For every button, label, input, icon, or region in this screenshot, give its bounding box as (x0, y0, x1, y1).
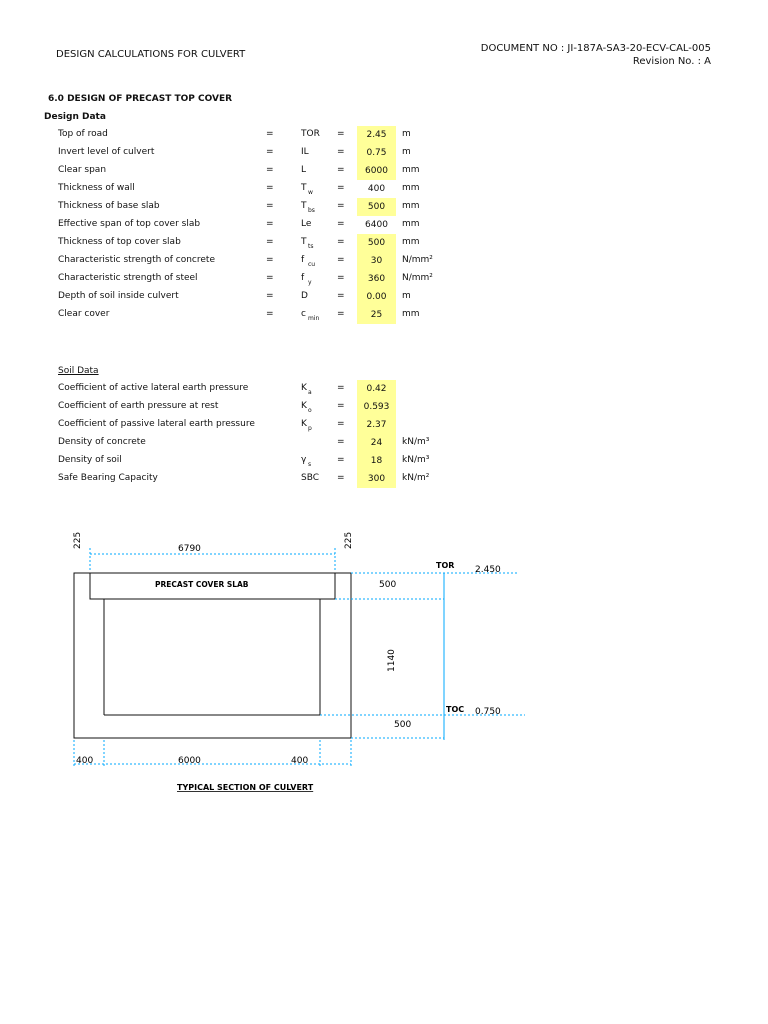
tor-label: TOR (436, 561, 455, 570)
culvert-outline (74, 573, 351, 738)
row-label: Coefficient of active lateral earth pressure (58, 383, 249, 393)
row-value: 500 (357, 198, 396, 216)
row-label: Characteristic strength of steel (58, 273, 198, 283)
row-value: 18 (357, 452, 396, 470)
row-unit: kN/m³ (402, 455, 430, 465)
row-unit: N/mm² (402, 255, 433, 265)
dim-1140: 1140 (387, 649, 397, 672)
equals-sign: = (266, 309, 274, 319)
toc-value: 0.750 (475, 707, 501, 717)
equals-sign: = (266, 147, 274, 157)
dim-500-bottom: 500 (394, 720, 412, 730)
row-symbol: c (301, 309, 306, 319)
dim-500-top: 500 (379, 580, 397, 590)
row-label: Effective span of top cover slab (58, 219, 201, 229)
row-symbol: T (301, 183, 307, 193)
row-unit: mm (402, 165, 420, 175)
row-unit: kN/m² (402, 473, 430, 483)
toc-label: TOC (446, 705, 465, 714)
equals-sign: = (266, 183, 274, 193)
row-value: 360 (357, 270, 396, 288)
row-value: 2.37 (357, 416, 396, 434)
equals-sign: = (337, 183, 345, 193)
row-symbol-subscript: w (308, 189, 313, 196)
row-unit: mm (402, 183, 420, 193)
row-symbol-subscript: s (308, 461, 312, 468)
equals-sign: = (266, 273, 274, 283)
document-number: DOCUMENT NO : JI-187A-SA3-20-ECV-CAL-005 (480, 43, 711, 54)
row-symbol-subscript: bs (308, 207, 315, 214)
equals-sign: = (337, 273, 345, 283)
section-title: 6.0 DESIGN OF PRECAST TOP COVER (48, 94, 233, 104)
row-label: Density of concrete (58, 437, 146, 447)
row-value: 2.45 (357, 126, 396, 144)
row-unit: mm (402, 201, 420, 211)
equals-sign: = (337, 291, 345, 301)
row-symbol-subscript: a (308, 389, 312, 396)
equals-sign: = (266, 255, 274, 265)
row-symbol: D (301, 291, 308, 301)
row-symbol: K (301, 383, 307, 393)
row-value: 6400 (365, 220, 388, 230)
row-symbol: TOR (301, 129, 320, 139)
equals-sign: = (337, 419, 345, 429)
soil-data-heading: Soil Data (58, 366, 99, 376)
slab-label: PRECAST COVER SLAB (155, 580, 249, 589)
row-label: Coefficient of passive lateral earth pressure (58, 419, 255, 429)
row-label: Clear cover (58, 309, 110, 319)
row-value: 0.42 (357, 380, 396, 398)
row-symbol: L (301, 165, 307, 175)
row-unit: N/mm² (402, 273, 433, 283)
row-label: Invert level of culvert (58, 147, 155, 157)
dim-400-left: 400 (76, 756, 94, 766)
row-label: Safe Bearing Capacity (58, 473, 158, 483)
equals-sign: = (337, 437, 345, 447)
row-label: Top of road (58, 129, 108, 139)
row-unit: m (402, 129, 411, 139)
row-symbol: γ (301, 455, 307, 465)
row-value: 0.00 (357, 288, 396, 306)
design-data-heading: Design Data (44, 112, 106, 122)
row-unit: mm (402, 309, 420, 319)
row-symbol: IL (301, 147, 309, 157)
equals-sign: = (337, 237, 345, 247)
row-symbol: f (301, 255, 305, 265)
dim-6790: 6790 (178, 544, 201, 554)
row-unit: kN/m³ (402, 437, 430, 447)
equals-sign: = (337, 401, 345, 411)
row-value: 400 (367, 184, 386, 194)
row-value: 30 (357, 252, 396, 270)
equals-sign: = (266, 219, 274, 229)
row-label: Clear span (58, 165, 107, 175)
row-symbol-subscript: p (308, 425, 312, 432)
equals-sign: = (337, 473, 345, 483)
row-unit: m (402, 147, 411, 157)
equals-sign: = (337, 309, 345, 319)
equals-sign: = (266, 291, 274, 301)
equals-sign: = (337, 129, 345, 139)
equals-sign: = (337, 255, 345, 265)
row-label: Thickness of top cover slab (58, 237, 181, 247)
drawing-caption: TYPICAL SECTION OF CULVERT (177, 783, 314, 792)
equals-sign: = (337, 383, 345, 393)
row-label: Thickness of wall (58, 183, 135, 193)
equals-sign: = (266, 201, 274, 211)
row-label: Thickness of base slab (58, 201, 160, 211)
equals-sign: = (337, 147, 345, 157)
dim-6000: 6000 (178, 756, 201, 766)
equals-sign: = (266, 129, 274, 139)
row-symbol-subscript: min (308, 315, 320, 322)
row-label: Depth of soil inside culvert (58, 291, 179, 301)
dim-225-left: 225 (73, 531, 83, 549)
equals-sign: = (266, 237, 274, 247)
equals-sign: = (266, 165, 274, 175)
row-symbol: K (301, 401, 307, 411)
dim-225-right: 225 (344, 531, 354, 549)
revision-number: Revision No. : A (632, 56, 711, 67)
row-symbol: f (301, 273, 305, 283)
row-symbol: K (301, 419, 307, 429)
row-unit: m (402, 291, 411, 301)
equals-sign: = (337, 201, 345, 211)
row-value: 25 (357, 306, 396, 324)
row-symbol-subscript: ts (308, 243, 314, 250)
row-value: 6000 (357, 162, 396, 180)
row-value: 0.593 (357, 398, 396, 416)
equals-sign: = (337, 219, 345, 229)
row-symbol: T (301, 201, 307, 211)
row-symbol: T (301, 237, 307, 247)
row-symbol-subscript: cu (308, 261, 316, 268)
row-unit: mm (402, 237, 420, 247)
row-value: 500 (357, 234, 396, 252)
tor-value: 2.450 (475, 565, 501, 575)
row-label: Characteristic strength of concrete (58, 255, 215, 265)
dim-400-right: 400 (291, 756, 309, 766)
row-label: Density of soil (58, 455, 122, 465)
row-symbol-subscript: o (308, 407, 312, 414)
equals-sign: = (337, 165, 345, 175)
row-symbol-subscript: y (308, 279, 312, 286)
document-title: DESIGN CALCULATIONS FOR CULVERT (56, 49, 246, 60)
row-label: Coefficient of earth pressure at rest (58, 401, 219, 411)
row-symbol: SBC (301, 473, 320, 483)
row-value: 24 (357, 434, 396, 452)
equals-sign: = (337, 455, 345, 465)
row-value: 300 (357, 470, 396, 488)
row-symbol: Le (301, 219, 312, 229)
dimension-lines (74, 548, 525, 768)
row-unit: mm (402, 219, 420, 229)
row-value: 0.75 (357, 144, 396, 162)
